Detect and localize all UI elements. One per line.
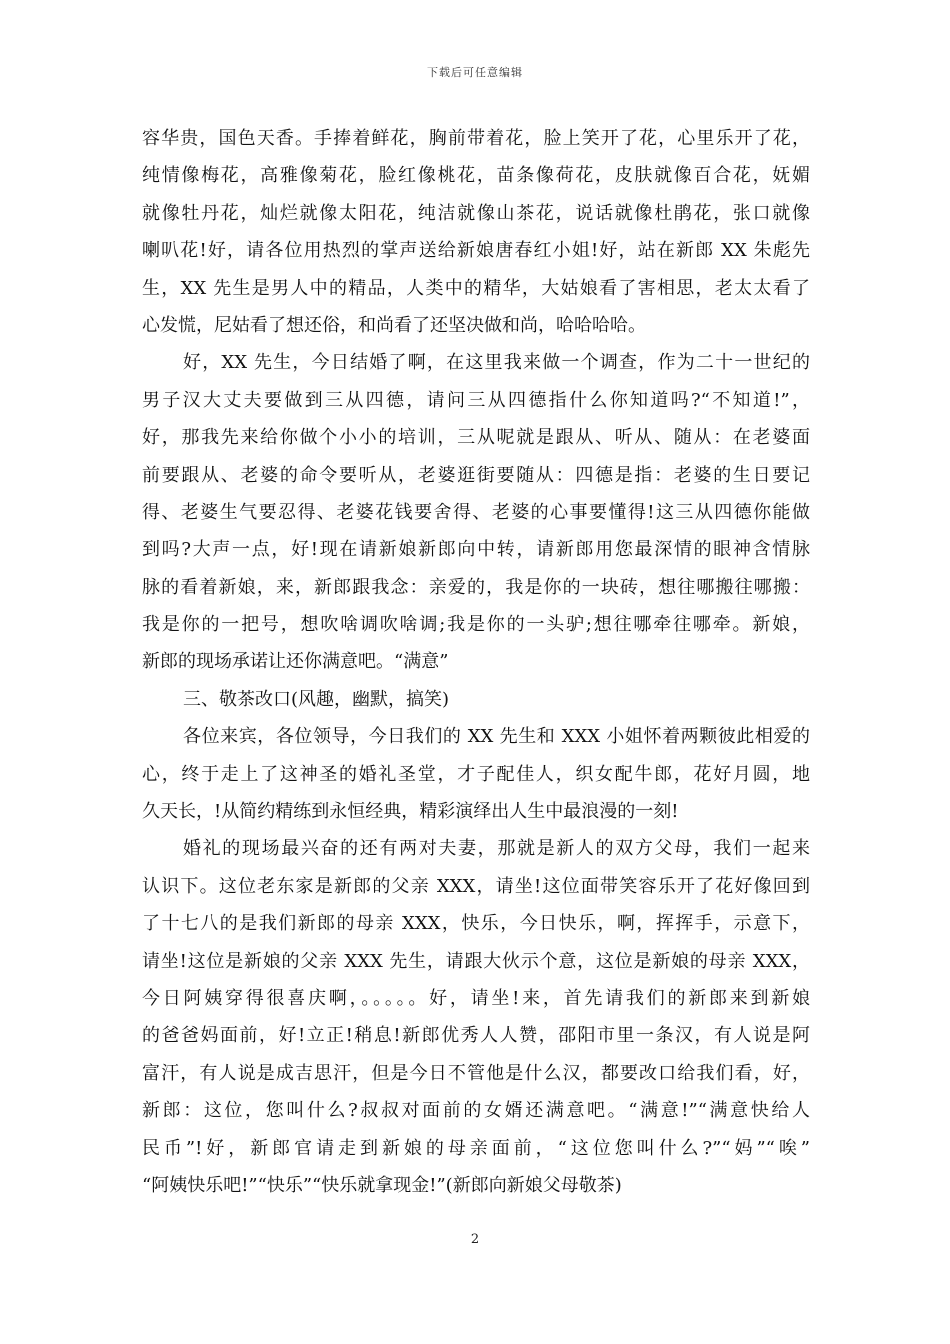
- text-line: 民币”!好，新郎官请走到新娘的母亲面前，“这位您叫什么?”“妈”“唉”: [142, 1137, 810, 1159]
- text-line: 喇叭花!好，请各位用热烈的掌声送给新娘唐春红小姐!好，站在新郎 XX 朱彪先: [142, 240, 810, 262]
- text-line: 的爸爸妈面前，好!立正!稍息!新郎优秀人人赞，邵阳市里一条汉，有人说是阿: [142, 1025, 810, 1047]
- text-line: 了十七八的是我们新郎的母亲 XXX，快乐，今日快乐，啊，挥挥手，示意下，: [142, 913, 810, 935]
- text-line: 我是你的一把号，想吹啥调吹啥调;我是你的一头驴;想往哪牵往哪牵。新娘，: [142, 614, 810, 636]
- text-line: 今日阿姨穿得很喜庆啊，。。。。。好，请坐!来，首先请我们的新郎来到新娘: [142, 987, 810, 1009]
- text-line: 婚礼的现场最兴奋的还有两对夫妻，那就是新人的双方父母，我们一起来: [183, 838, 810, 860]
- text-line: 富汗，有人说是成吉思汗，但是今日不管他是什么汉，都要改口给我们看，好，: [142, 1062, 810, 1084]
- page-number: 2: [470, 1232, 480, 1247]
- text-line: 得、老婆生气要忍得、老婆花钱要舍得、老婆的心事要懂得!这三从四德你能做: [142, 501, 810, 523]
- text-line: 请坐!这位是新娘的父亲 XXX 先生，请跟大伙示个意，这位是新娘的母亲 XXX，: [142, 950, 810, 972]
- text-line: 好，XX 先生，今日结婚了啊，在这里我来做一个调查，作为二十一世纪的: [183, 352, 810, 374]
- text-line: 男子汉大丈夫要做到三从四德，请问三从四德指什么你知道吗?“不知道!”，: [142, 389, 810, 411]
- text-line: 就像牡丹花，灿烂就像太阳花，纯洁就像山茶花，说话就像杜鹃花，张口就像: [142, 202, 810, 224]
- text-line: 各位来宾，各位领导，今日我们的 XX 先生和 XXX 小姐怀着两颗彼此相爱的: [183, 726, 810, 748]
- page-header: 下载后可任意编辑: [427, 66, 523, 79]
- text-line: 新郎的现场承诺让还你满意吧。“满意”: [142, 651, 449, 673]
- text-line: 生，XX 先生是男人中的精品，人类中的精华，大姑娘看了害相思，老太太看了: [142, 277, 810, 299]
- text-line: 三、敬茶改口(风趣，幽默，搞笑): [183, 688, 450, 710]
- text-line: 新郎：这位，您叫什么?叔叔对面前的女婿还满意吧。“满意!”“满意快给人: [142, 1100, 810, 1122]
- text-line: 好，那我先来给你做个小小的培训，三从呢就是跟从、听从、随从：在老婆面: [142, 427, 810, 449]
- document-body: [142, 120, 810, 1204]
- text-line: 认识下。这位老东家是新郎的父亲 XXX，请坐!这位面带笑容乐开了花好像回到: [142, 875, 810, 897]
- text-line: 心，终于走上了这神圣的婚礼圣堂，才子配佳人，织女配牛郎，花好月圆，地: [142, 763, 810, 785]
- text-line: 到吗?大声一点，好!现在请新娘新郎向中转，请新郎用您最深情的眼神含情脉: [142, 539, 810, 561]
- text-line: 纯情像梅花，高雅像菊花，脸红像桃花，苗条像荷花，皮肤就像百合花，妩媚: [142, 165, 810, 187]
- text-line: 心发慌，尼姑看了想还俗，和尚看了还坚决做和尚，哈哈哈哈。: [142, 314, 646, 336]
- text-line: 久天长，!从简约精练到永恒经典，精彩演绎出人生中最浪漫的一刻!: [142, 801, 679, 823]
- text-line: 脉的看着新娘，来，新郎跟我念：亲爱的，我是你的一块砖，想往哪搬往哪搬：: [142, 576, 810, 598]
- text-line: “阿姨快乐吧!”“快乐”“快乐就拿现金!”(新郎向新娘父母敬茶): [142, 1174, 622, 1196]
- text-line: 容华贵，国色天香。手捧着鲜花，胸前带着花，脸上笑开了花，心里乐开了花，: [142, 128, 810, 149]
- text-line: 前要跟从、老婆的命令要听从，老婆逛街要随从：四德是指：老婆的生日要记: [142, 464, 810, 486]
